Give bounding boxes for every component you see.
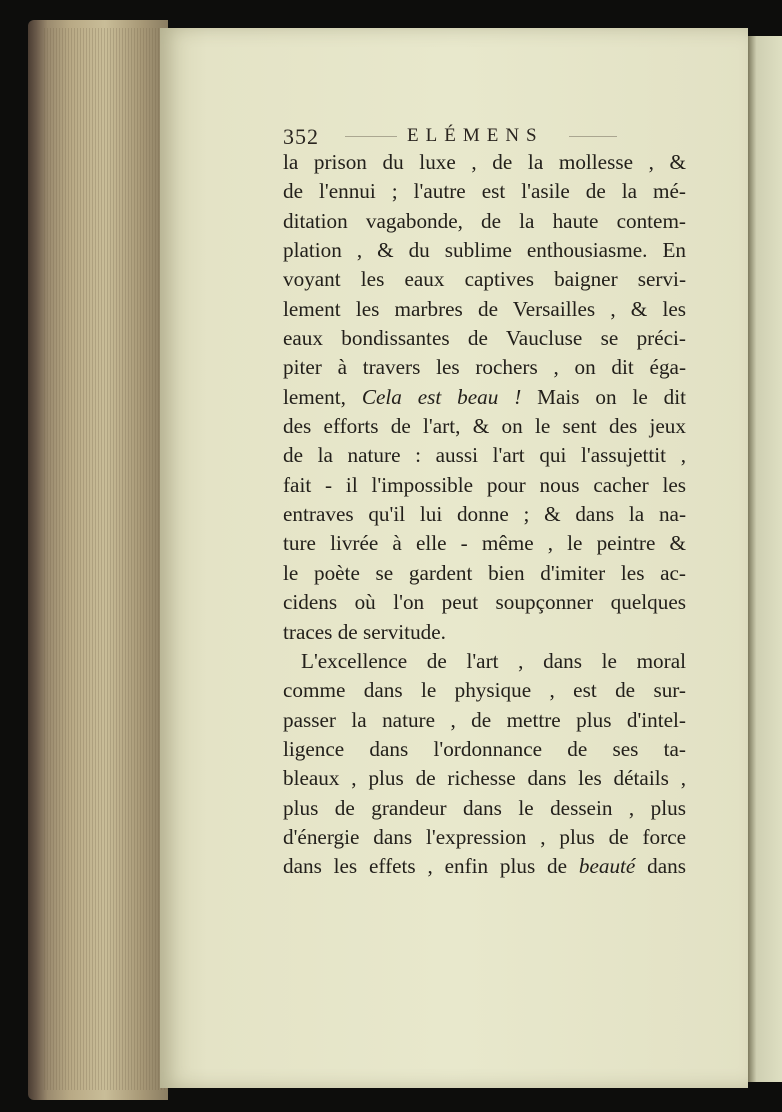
text-line: ligence dans l'ordonnance de ses ta- <box>283 736 686 761</box>
text-line: ditation vagabonde, de la haute contem- <box>283 208 686 233</box>
text-line <box>283 852 686 881</box>
running-head <box>283 124 693 148</box>
text-line: des efforts de l'art, & on le sent des jeux <box>283 414 686 439</box>
text-line: entraves qu'il lui donne ; & dans la na- <box>283 502 686 527</box>
text-line: de la nature : aussi l'art qui l'assujettit , <box>283 443 686 468</box>
text-line: traces de servitude. <box>283 619 446 644</box>
text-line: la prison du luxe , de la mollesse , & <box>283 150 686 174</box>
text-line: fait - il l'impossible pour nous cacher les <box>283 472 686 497</box>
text-segment: Mais on le dit <box>521 384 687 409</box>
facing-page-edge <box>748 36 782 1082</box>
running-title: ELÉMENS <box>407 125 544 146</box>
page-stack <box>44 28 168 1090</box>
text-line: lement les marbres de Versailles , & les <box>283 296 686 321</box>
text-line: de l'ennui ; l'autre est l'asile de la mé- <box>283 179 686 204</box>
text-line: eaux bondissantes de Vaucluse se préci- <box>283 326 686 351</box>
text-line <box>283 383 686 412</box>
text-line: voyant les eaux captives baigner servi- <box>283 267 686 292</box>
text-line: plation , & du sublime enthousiasme. En <box>283 238 686 263</box>
italic-phrase: Cela est beau ! <box>361 384 522 409</box>
text-line: cidens où l'on peut soupçonner quelques <box>283 590 686 615</box>
body-text <box>283 148 686 882</box>
text-line: ture livrée à elle - même , le peintre & <box>283 531 686 556</box>
text-line: L'excellence de l'art , dans le moral <box>301 648 686 673</box>
text-line: piter à travers les rochers , on dit éga- <box>283 355 686 380</box>
head-rule-right <box>569 136 617 137</box>
page-number: 352 <box>283 124 319 149</box>
text-line: bleaux , plus de richesse dans les détails , <box>283 766 686 791</box>
text-line: d'énergie dans l'expression , plus de force <box>283 824 686 849</box>
text-line: passer la nature , de mettre plus d'intel- <box>283 707 686 732</box>
text-segment: lement, <box>283 384 362 409</box>
text-line: comme dans le physique , est de sur- <box>283 678 686 703</box>
text-line: le poète se gardent bien d'imiter les ac- <box>283 560 686 585</box>
text-line: plus de grandeur dans le dessein , plus <box>283 795 686 820</box>
italic-phrase: beauté <box>578 854 636 879</box>
text-segment: dans les effets , enfin plus de <box>283 854 579 879</box>
text-segment: dans <box>635 854 686 879</box>
head-rule-left <box>345 136 397 137</box>
